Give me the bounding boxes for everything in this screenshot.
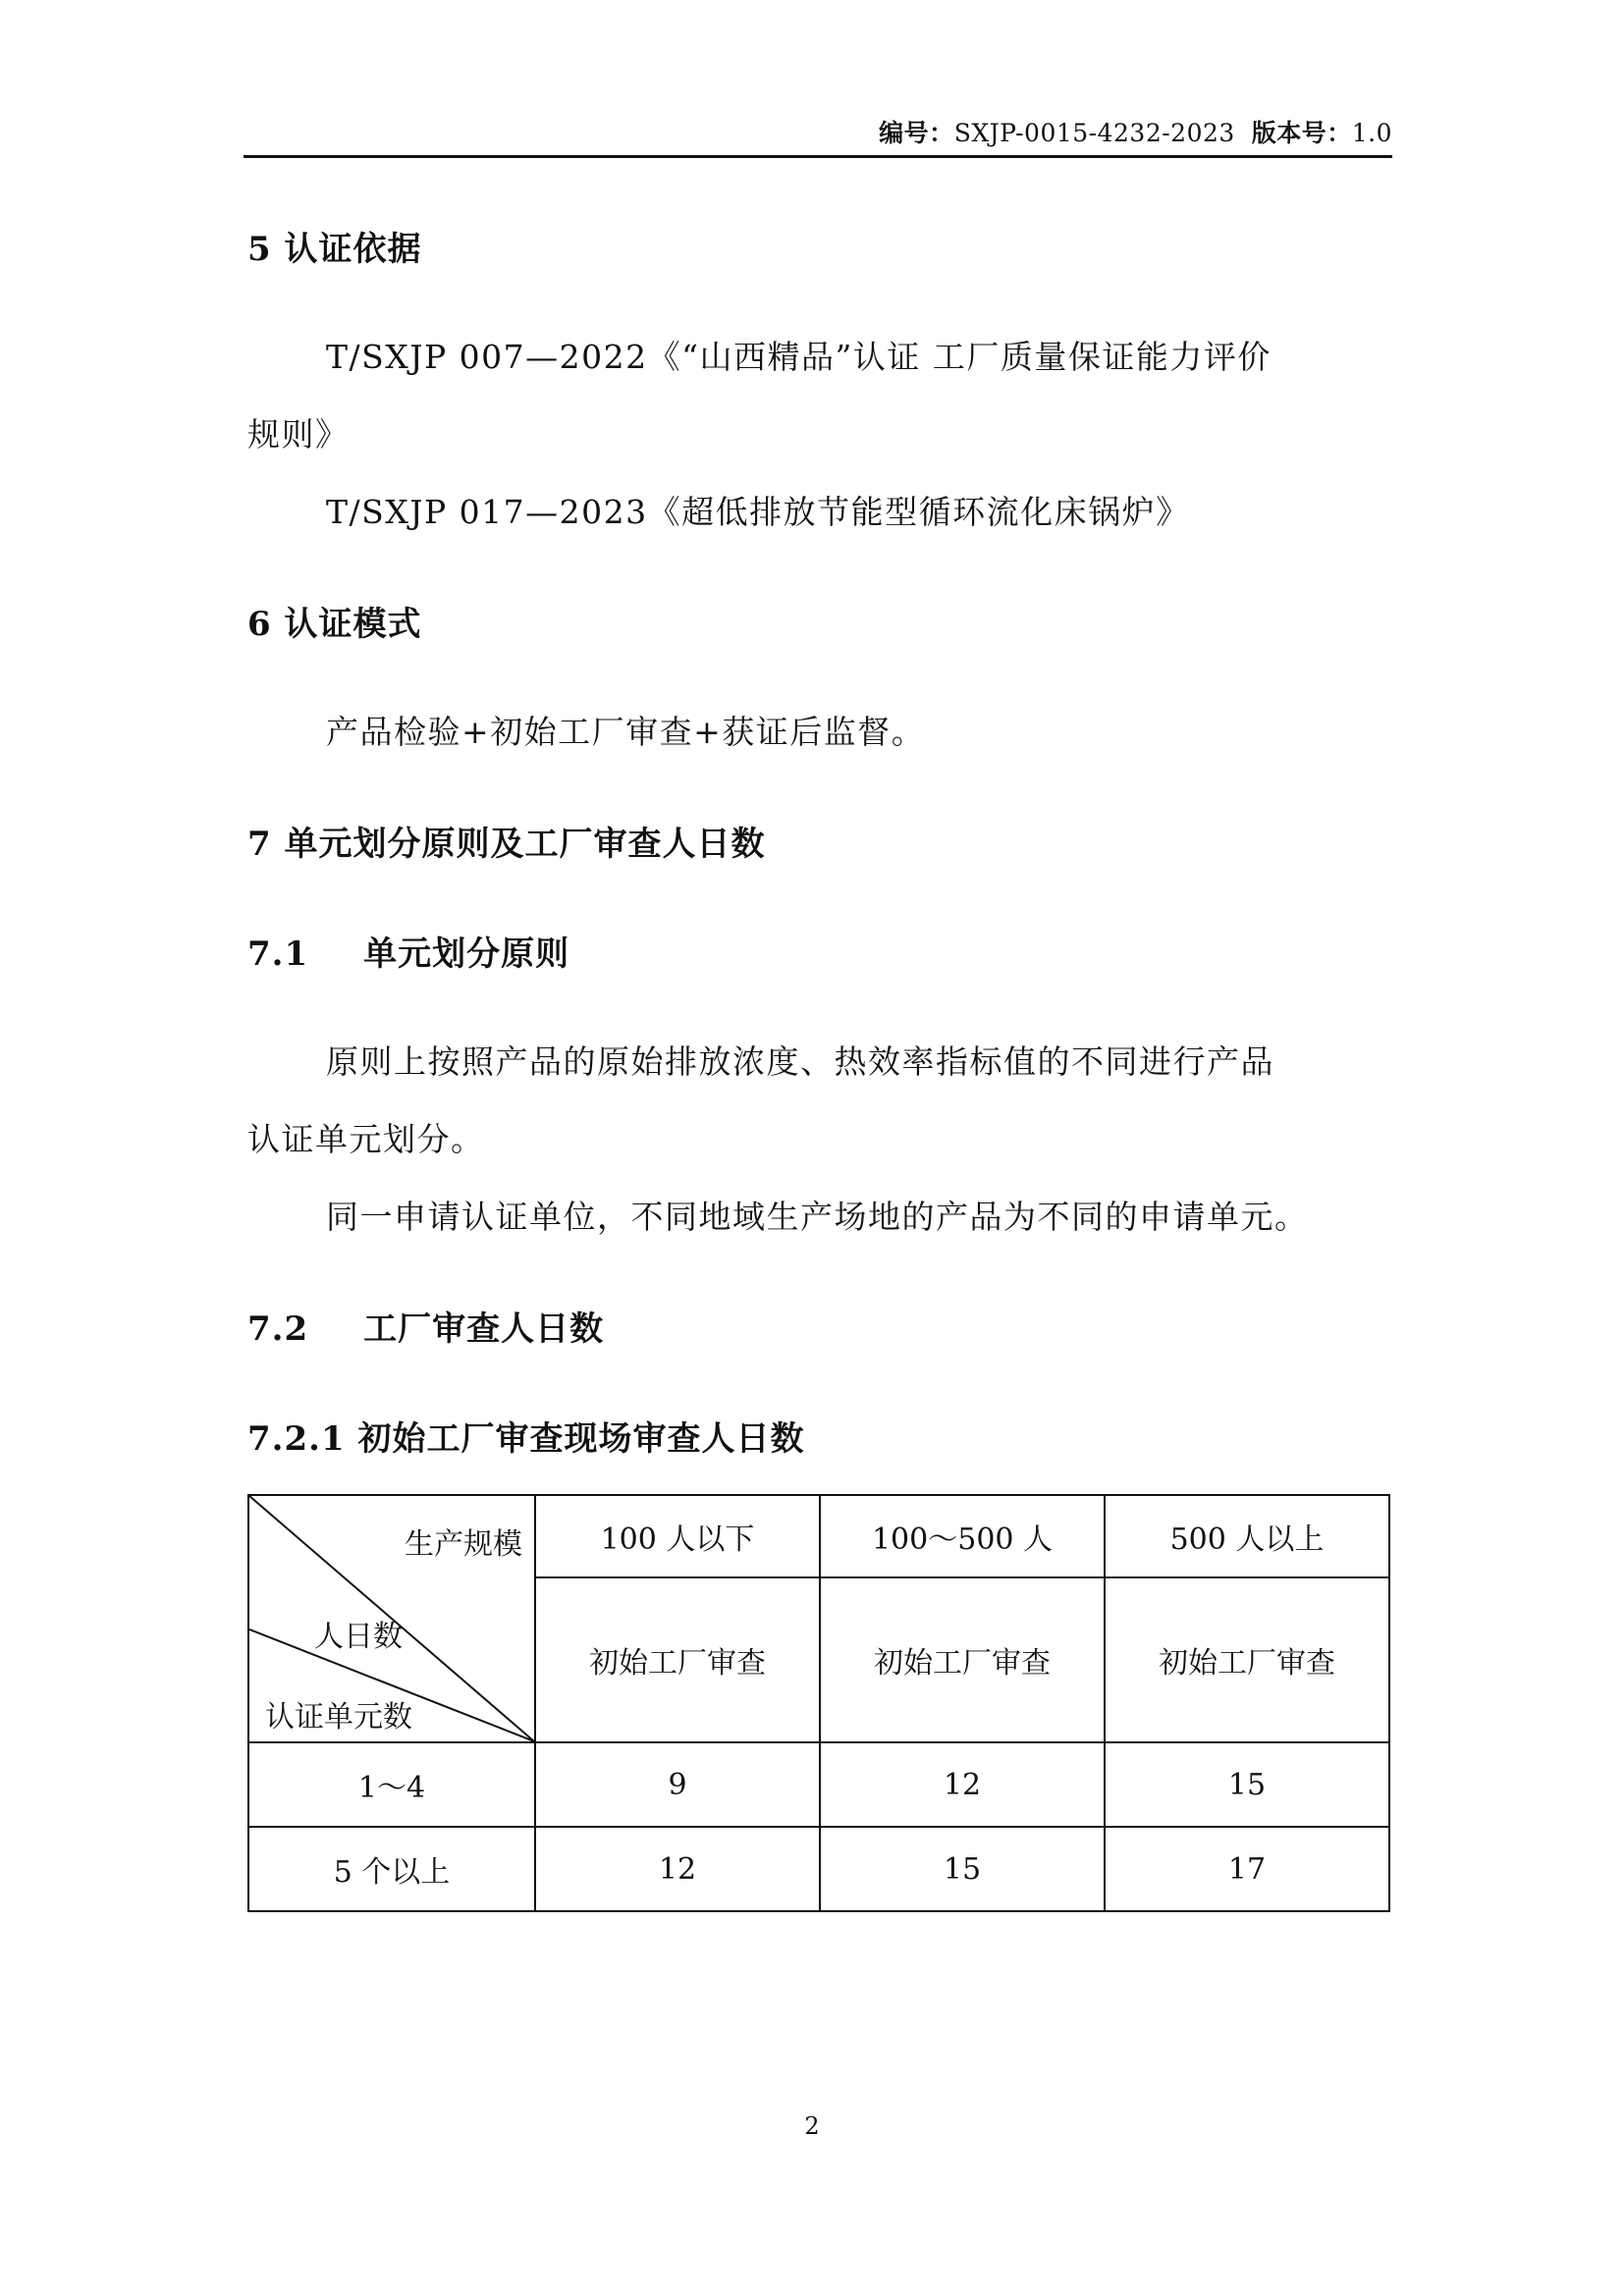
column-subheader: 初始工厂审查 [1105,1577,1389,1742]
section-5-title: 5 认证依据 [247,230,422,269]
table-cell: 12 [820,1742,1105,1827]
code-label: 编号： [879,119,954,147]
table-cell: 9 [535,1742,820,1827]
document-header [244,114,1392,149]
section-7-1-number: 7.1 [247,934,309,974]
reference-1-line-2: 规则》 [247,415,350,454]
section-7-2-number: 7.2 [247,1309,309,1349]
column-header: 500 人以上 [1105,1495,1389,1577]
table-header-row [248,1495,1389,1577]
table-cell: 15 [1105,1742,1389,1827]
code-value: SXJP-0015-4232-2023 [953,119,1235,147]
table-cell: 12 [535,1827,820,1911]
table-cell: 17 [1105,1827,1389,1911]
reference-2: T/SXJP 017—2023《超低排放节能型循环流化床锅炉》 [326,493,1190,531]
reference-1-line-1: T/SXJP 007—2022《“山西精品”认证 工厂质量保证能力评价 [326,338,1272,376]
certification-mode-text: 产品检验+初始工厂审查+获证后监督。 [326,713,926,751]
audit-days-table [247,1494,1390,1912]
column-header: 100 人以下 [535,1495,820,1577]
table-row [248,1742,1389,1827]
table-row [248,1827,1389,1911]
section-7-1-title [247,927,569,975]
version-label: 版本号： [1251,119,1352,147]
row-label: 5 个以上 [248,1827,535,1911]
version-value: 1.0 [1351,119,1392,147]
unit-principle-line-2: 认证单元划分。 [247,1120,485,1158]
column-subheader: 初始工厂审查 [820,1577,1105,1742]
table-corner-cell [248,1495,535,1742]
table-cell: 15 [820,1827,1105,1911]
page-number: 2 [804,2112,820,2140]
unit-principle-line-1: 原则上按照产品的原始排放浓度、热效率指标值的不同进行产品 [326,1042,1274,1081]
section-7-2-1-title: 7.2.1 初始工厂审查现场审查人日数 [247,1419,805,1459]
unit-principle-paragraph-2: 同一申请认证单位，不同地域生产场地的产品为不同的申请单元。 [326,1198,1309,1236]
section-7-2-title [247,1302,604,1350]
header-rule [244,155,1392,158]
corner-label-unit-count: 认证单元数 [265,1700,412,1735]
corner-label-person-days: 人日数 [314,1620,403,1654]
section-7-title: 7 单元划分原则及工厂审查人日数 [247,825,766,864]
column-header: 100～500 人 [820,1495,1105,1577]
section-7-1-text: 单元划分原则 [363,934,570,974]
column-subheader: 初始工厂审查 [535,1577,820,1742]
section-7-2-text: 工厂审查人日数 [363,1309,605,1349]
section-6-title: 6 认证模式 [247,605,422,644]
corner-label-production-scale: 生产规模 [405,1527,522,1562]
row-label: 1～4 [248,1742,535,1827]
